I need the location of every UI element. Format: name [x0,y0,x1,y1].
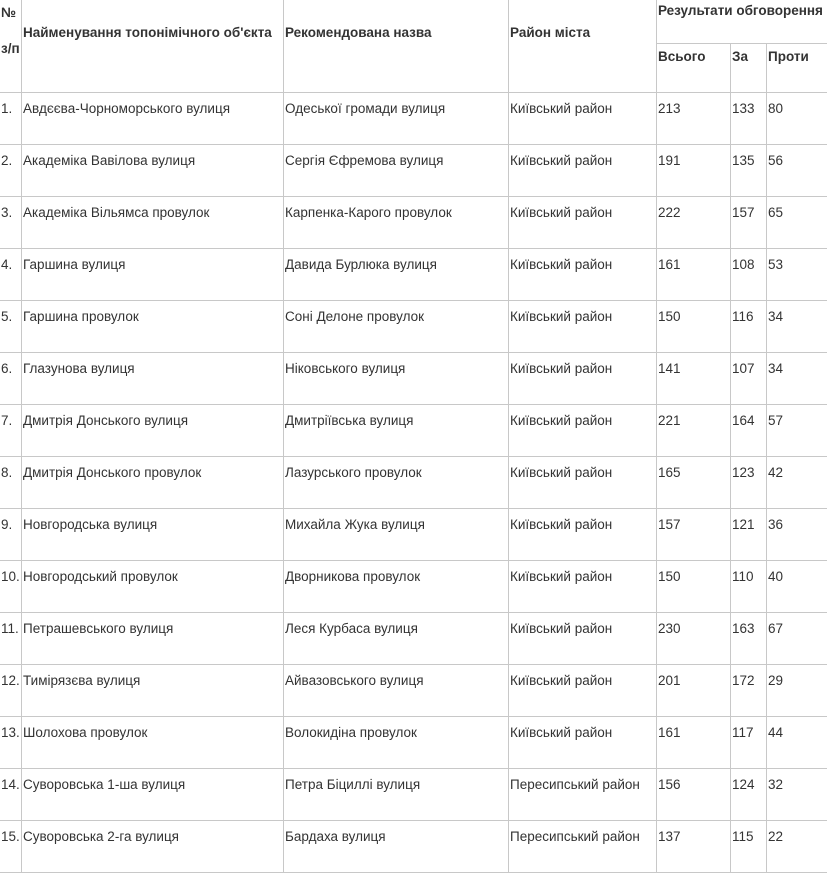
votes-against-cell: 57 [767,405,827,457]
district-cell: Київський район [509,613,657,665]
row-number-cell: 6. [0,353,22,405]
votes-against-cell: 40 [767,561,827,613]
total-votes-cell: 230 [657,613,731,665]
district-cell: Київський район [509,353,657,405]
votes-against-cell: 80 [767,93,827,145]
recommended-name-cell: Михайла Жука вулиця [284,509,509,561]
row-number-cell: 15. [0,821,22,873]
district-cell: Київський район [509,197,657,249]
header-total: Всього [657,44,731,93]
district-cell: Пересипський район [509,821,657,873]
table-row [0,665,827,717]
votes-for-cell: 108 [731,249,767,301]
object-name-cell: Дмитрія Донського вулиця [22,405,284,457]
district-cell: Київський район [509,145,657,197]
total-votes-cell: 161 [657,717,731,769]
votes-against-cell: 22 [767,821,827,873]
district-cell: Київський район [509,717,657,769]
header-row-top [0,0,827,44]
district-cell: Київський район [509,249,657,301]
recommended-name-cell: Давида Бурлюка вулиця [284,249,509,301]
row-number-cell: 13. [0,717,22,769]
object-name-cell: Дмитрія Донського провулок [22,457,284,509]
recommended-name-cell: Одеської громади вулиця [284,93,509,145]
table-row [0,249,827,301]
object-name-cell: Гаршина провулок [22,301,284,353]
recommended-name-cell: Ніковського вулиця [284,353,509,405]
row-number-cell: 3. [0,197,22,249]
recommended-name-cell: Карпенка-Карого провулок [284,197,509,249]
votes-against-cell: 56 [767,145,827,197]
total-votes-cell: 156 [657,769,731,821]
table-row [0,457,827,509]
votes-for-cell: 164 [731,405,767,457]
recommended-name-cell: Дворникова провулок [284,561,509,613]
row-number-cell: 1. [0,93,22,145]
total-votes-cell: 222 [657,197,731,249]
votes-for-cell: 123 [731,457,767,509]
table-row [0,93,827,145]
recommended-name-cell: Леся Курбаса вулиця [284,613,509,665]
district-cell: Київський район [509,665,657,717]
header-against: Проти [767,44,827,93]
votes-against-cell: 44 [767,717,827,769]
row-number-cell: 7. [0,405,22,457]
total-votes-cell: 150 [657,561,731,613]
recommended-name-cell: Петра Біциллі вулиця [284,769,509,821]
object-name-cell: Суворовська 2-га вулиця [22,821,284,873]
recommended-name-cell: Айвазовського вулиця [284,665,509,717]
district-cell: Київський район [509,561,657,613]
object-name-cell: Авдєєва-Чорноморського вулиця [22,93,284,145]
votes-for-cell: 117 [731,717,767,769]
table-row [0,145,827,197]
object-name-cell: Суворовська 1-ша вулиця [22,769,284,821]
votes-against-cell: 42 [767,457,827,509]
votes-against-cell: 36 [767,509,827,561]
votes-for-cell: 110 [731,561,767,613]
object-name-cell: Гаршина вулиця [22,249,284,301]
header-for: За [731,44,767,93]
table-row [0,301,827,353]
votes-for-cell: 107 [731,353,767,405]
row-number-cell: 12. [0,665,22,717]
votes-for-cell: 124 [731,769,767,821]
table-row [0,769,827,821]
table-row [0,613,827,665]
votes-for-cell: 115 [731,821,767,873]
recommended-name-cell: Лазурського провулок [284,457,509,509]
total-votes-cell: 137 [657,821,731,873]
votes-for-cell: 133 [731,93,767,145]
row-number-cell: 5. [0,301,22,353]
votes-against-cell: 53 [767,249,827,301]
header-recommended-name: Рекомендована назва [284,0,509,93]
votes-against-cell: 32 [767,769,827,821]
recommended-name-cell: Бардаха вулиця [284,821,509,873]
table-row [0,821,827,873]
total-votes-cell: 141 [657,353,731,405]
recommended-name-cell: Соні Делоне провулок [284,301,509,353]
district-cell: Київський район [509,509,657,561]
district-cell: Київський район [509,93,657,145]
table-row [0,561,827,613]
object-name-cell: Новгородська вулиця [22,509,284,561]
header-number-abbr: з/п [1,40,20,57]
votes-for-cell: 172 [731,665,767,717]
votes-for-cell: 163 [731,613,767,665]
district-cell: Пересипський район [509,769,657,821]
row-number-cell: 2. [0,145,22,197]
total-votes-cell: 165 [657,457,731,509]
row-number-cell: 11. [0,613,22,665]
table-row [0,353,827,405]
row-number-cell: 4. [0,249,22,301]
table-row [0,197,827,249]
votes-against-cell: 34 [767,353,827,405]
table-body [0,93,827,873]
votes-against-cell: 67 [767,613,827,665]
votes-for-cell: 135 [731,145,767,197]
total-votes-cell: 221 [657,405,731,457]
votes-for-cell: 116 [731,301,767,353]
votes-against-cell: 34 [767,301,827,353]
total-votes-cell: 213 [657,93,731,145]
row-number-cell: 9. [0,509,22,561]
table-row [0,509,827,561]
recommended-name-cell: Сергія Єфремова вулиця [284,145,509,197]
table-header [0,0,827,93]
total-votes-cell: 150 [657,301,731,353]
object-name-cell: Шолохова провулок [22,717,284,769]
object-name-cell: Академіка Вавілова вулиця [22,145,284,197]
district-cell: Київський район [509,457,657,509]
header-number [0,0,22,93]
object-name-cell: Новгородський провулок [22,561,284,613]
header-number-symbol: № [1,4,20,21]
object-name-cell: Петрашевського вулиця [22,613,284,665]
header-district: Район міста [509,0,657,93]
object-name-cell: Тимірязєва вулиця [22,665,284,717]
total-votes-cell: 191 [657,145,731,197]
votes-for-cell: 157 [731,197,767,249]
row-number-cell: 14. [0,769,22,821]
total-votes-cell: 201 [657,665,731,717]
total-votes-cell: 161 [657,249,731,301]
recommended-name-cell: Дмитріївська вулиця [284,405,509,457]
votes-against-cell: 65 [767,197,827,249]
total-votes-cell: 157 [657,509,731,561]
recommended-name-cell: Волокидіна провулок [284,717,509,769]
header-results: Результати обговорення [657,0,827,44]
table-row [0,405,827,457]
object-name-cell: Академіка Вільямса провулок [22,197,284,249]
object-name-cell: Глазунова вулиця [22,353,284,405]
table-row [0,717,827,769]
district-cell: Київський район [509,301,657,353]
row-number-cell: 8. [0,457,22,509]
votes-against-cell: 29 [767,665,827,717]
row-number-cell: 10. [0,561,22,613]
votes-for-cell: 121 [731,509,767,561]
district-cell: Київський район [509,405,657,457]
header-object-name: Найменування топонімічного об'єкта [22,0,284,93]
